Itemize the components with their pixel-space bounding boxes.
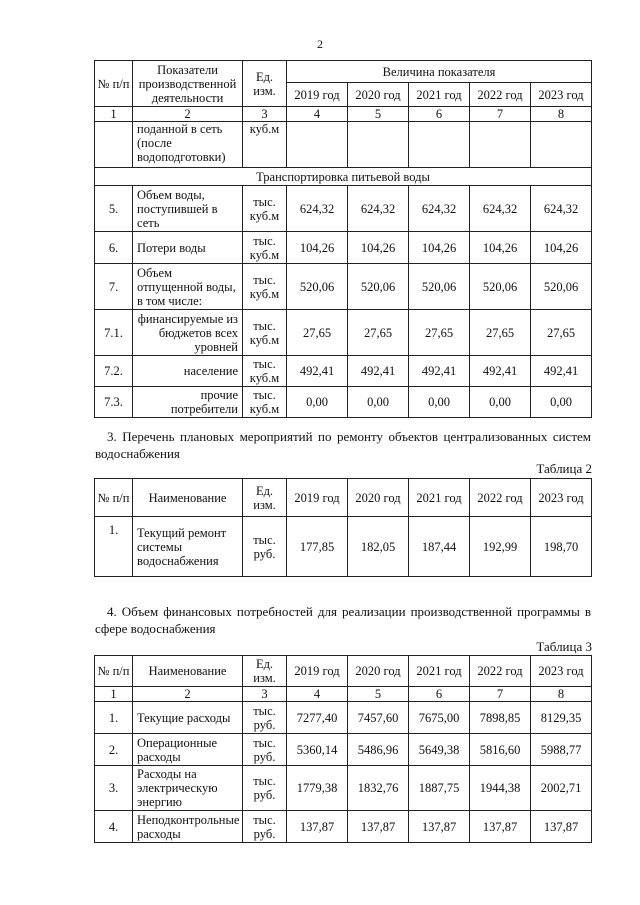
index-cell: 3 [243,107,287,122]
header-name: Наименование [133,656,243,687]
row-name: Текущие расходы [133,702,243,734]
row-value: 0,00 [470,387,531,418]
header-year: 2020 год [348,479,409,517]
row-value: 7277,40 [287,702,348,734]
row-value: 7457,60 [348,702,409,734]
row-value: 137,87 [348,811,409,843]
header-year: 2022 год [470,479,531,517]
row-value: 2002,71 [531,766,592,811]
row-unit: тыс. руб. [243,517,287,577]
index-row [95,687,592,702]
header-year: 2020 год [348,83,409,107]
row-unit: тыс. куб.м [243,186,287,232]
row-unit: тыс. руб. [243,734,287,766]
index-cell: 3 [243,687,287,702]
row-value: 8129,35 [531,702,592,734]
row-name: Расходы на электрическую энергию [133,766,243,811]
row-unit: тыс. куб.м [243,232,287,264]
row-value: 492,41 [287,356,348,387]
row-value: 1944,38 [470,766,531,811]
row-value: 0,00 [287,387,348,418]
table-row [95,264,592,310]
header-num: № п/п [95,61,133,107]
row-value: 5816,60 [470,734,531,766]
row-num: 3. [95,766,133,811]
financial-needs-table [94,655,592,843]
header-year: 2019 год [287,479,348,517]
index-row [95,107,592,122]
row-value: 27,65 [287,310,348,356]
row-value: 7898,85 [470,702,531,734]
table-2-caption: Таблица 2 [536,461,592,476]
header-year: 2023 год [531,83,592,107]
table-row [95,702,592,734]
row-value: 198,70 [531,517,592,577]
table-row [95,186,592,232]
index-cell: 6 [409,107,470,122]
header-year: 2019 год [287,83,348,107]
index-cell: 5 [348,687,409,702]
index-cell: 8 [531,107,592,122]
row-value: 624,32 [409,186,470,232]
row-value: 492,41 [348,356,409,387]
row-value: 5486,96 [348,734,409,766]
index-cell: 7 [470,687,531,702]
row-value: 27,65 [531,310,592,356]
row-value: 520,06 [348,264,409,310]
row-name: Неподконтрольные расходы [133,811,243,843]
page-number: 2 [317,37,323,51]
continuation-row [95,122,592,168]
row-num: 2. [95,734,133,766]
row-value: 104,26 [470,232,531,264]
row-name: Потери воды [133,232,243,264]
row-unit: тыс. куб.м [243,310,287,356]
row-unit: тыс. куб.м [243,356,287,387]
header-year: 2022 год [470,83,531,107]
row-value: 520,06 [287,264,348,310]
row-value: 624,32 [348,186,409,232]
row-value: 492,41 [470,356,531,387]
row-name: финансируемые из бюджетов всех уровней [133,310,243,356]
row-value: 7675,00 [409,702,470,734]
row-value: 492,41 [531,356,592,387]
section-4-text: 4. Объем финансовых потребностей для реализации производственной программы в сфере водоснабжения [95,604,591,636]
header-indicator: Показатели производственной деятельности [133,61,243,107]
index-cell: 6 [409,687,470,702]
repair-measures-table [94,478,592,577]
row-unit: тыс. руб. [243,766,287,811]
row-num: 4. [95,811,133,843]
row-value: 1779,38 [287,766,348,811]
row-num: 7. [95,264,133,310]
row-value: 520,06 [470,264,531,310]
continuation-unit: куб.м [243,122,287,168]
row-value: 5360,14 [287,734,348,766]
header-year: 2020 год [348,656,409,687]
header-year: 2021 год [409,656,470,687]
table-row [95,811,592,843]
index-cell: 2 [133,107,243,122]
row-value: 177,85 [287,517,348,577]
header-year: 2023 год [531,479,592,517]
row-value: 520,06 [531,264,592,310]
row-value: 0,00 [409,387,470,418]
row-value: 5649,38 [409,734,470,766]
header-year: 2023 год [531,656,592,687]
table-row [95,734,592,766]
row-value: 0,00 [348,387,409,418]
row-value: 624,32 [470,186,531,232]
index-cell: 8 [531,687,592,702]
row-value: 27,65 [348,310,409,356]
index-cell: 5 [348,107,409,122]
table-row [95,387,592,418]
header-unit: Ед. изм. [243,61,287,107]
row-unit: тыс. куб.м [243,387,287,418]
row-num: 6. [95,232,133,264]
row-value: 104,26 [409,232,470,264]
row-value: 492,41 [409,356,470,387]
header-value-group: Величина показателя [287,61,592,83]
header-year: 2021 год [409,83,470,107]
row-num: 7.3. [95,387,133,418]
row-value: 1832,76 [348,766,409,811]
row-name: Объем воды, поступившей в сеть [133,186,243,232]
row-value: 104,26 [531,232,592,264]
index-cell: 1 [95,107,133,122]
row-num: 7.1. [95,310,133,356]
row-name: Объем отпущенной воды, в том числе: [133,264,243,310]
row-value: 1887,75 [409,766,470,811]
index-cell: 4 [287,687,348,702]
table-row [95,356,592,387]
row-value: 104,26 [287,232,348,264]
header-year: 2022 год [470,656,531,687]
row-value: 624,32 [287,186,348,232]
index-cell: 2 [133,687,243,702]
table-row [95,232,592,264]
table-3-caption: Таблица 3 [536,639,592,654]
row-value: 137,87 [470,811,531,843]
row-value: 192,99 [470,517,531,577]
row-num: 1. [95,702,133,734]
section-3-heading [95,428,591,462]
header-num: № п/п [95,479,133,517]
header-unit: Ед. изм. [243,479,287,517]
continuation-name: поданной в сеть (после водоподготовки) [133,122,243,168]
section-4-heading [95,603,591,637]
production-indicators-table [94,60,592,418]
row-unit: тыс. руб. [243,811,287,843]
row-num: 5. [95,186,133,232]
header-name: Наименование [133,479,243,517]
row-unit: тыс. куб.м [243,264,287,310]
row-unit: тыс. руб. [243,702,287,734]
row-value: 0,00 [531,387,592,418]
row-name: Текущий ремонт системы водоснабжения [133,517,243,577]
row-value: 137,87 [287,811,348,843]
row-value: 137,87 [409,811,470,843]
table-row [95,766,592,811]
row-value: 137,87 [531,811,592,843]
section-title: Транспортировка питьевой воды [95,168,592,186]
row-value: 27,65 [470,310,531,356]
row-name: население [133,356,243,387]
header-year: 2021 год [409,479,470,517]
row-value: 104,26 [348,232,409,264]
row-num: 7.2. [95,356,133,387]
table-row [95,310,592,356]
header-year: 2019 год [287,656,348,687]
index-cell: 4 [287,107,348,122]
row-value: 624,32 [531,186,592,232]
table-row [95,517,592,577]
section-3-text: 3. Перечень плановых мероприятий по ремонту объектов централизованных систем водоснабжения [95,429,591,461]
header-unit: Ед. изм. [243,656,287,687]
row-value: 520,06 [409,264,470,310]
row-name: Операционные расходы [133,734,243,766]
index-cell: 1 [95,687,133,702]
row-num: 1. [95,517,133,577]
index-cell: 7 [470,107,531,122]
header-num: № п/п [95,656,133,687]
row-value: 182,05 [348,517,409,577]
row-value: 5988,77 [531,734,592,766]
row-value: 27,65 [409,310,470,356]
row-name: прочие потребители [133,387,243,418]
row-value: 187,44 [409,517,470,577]
